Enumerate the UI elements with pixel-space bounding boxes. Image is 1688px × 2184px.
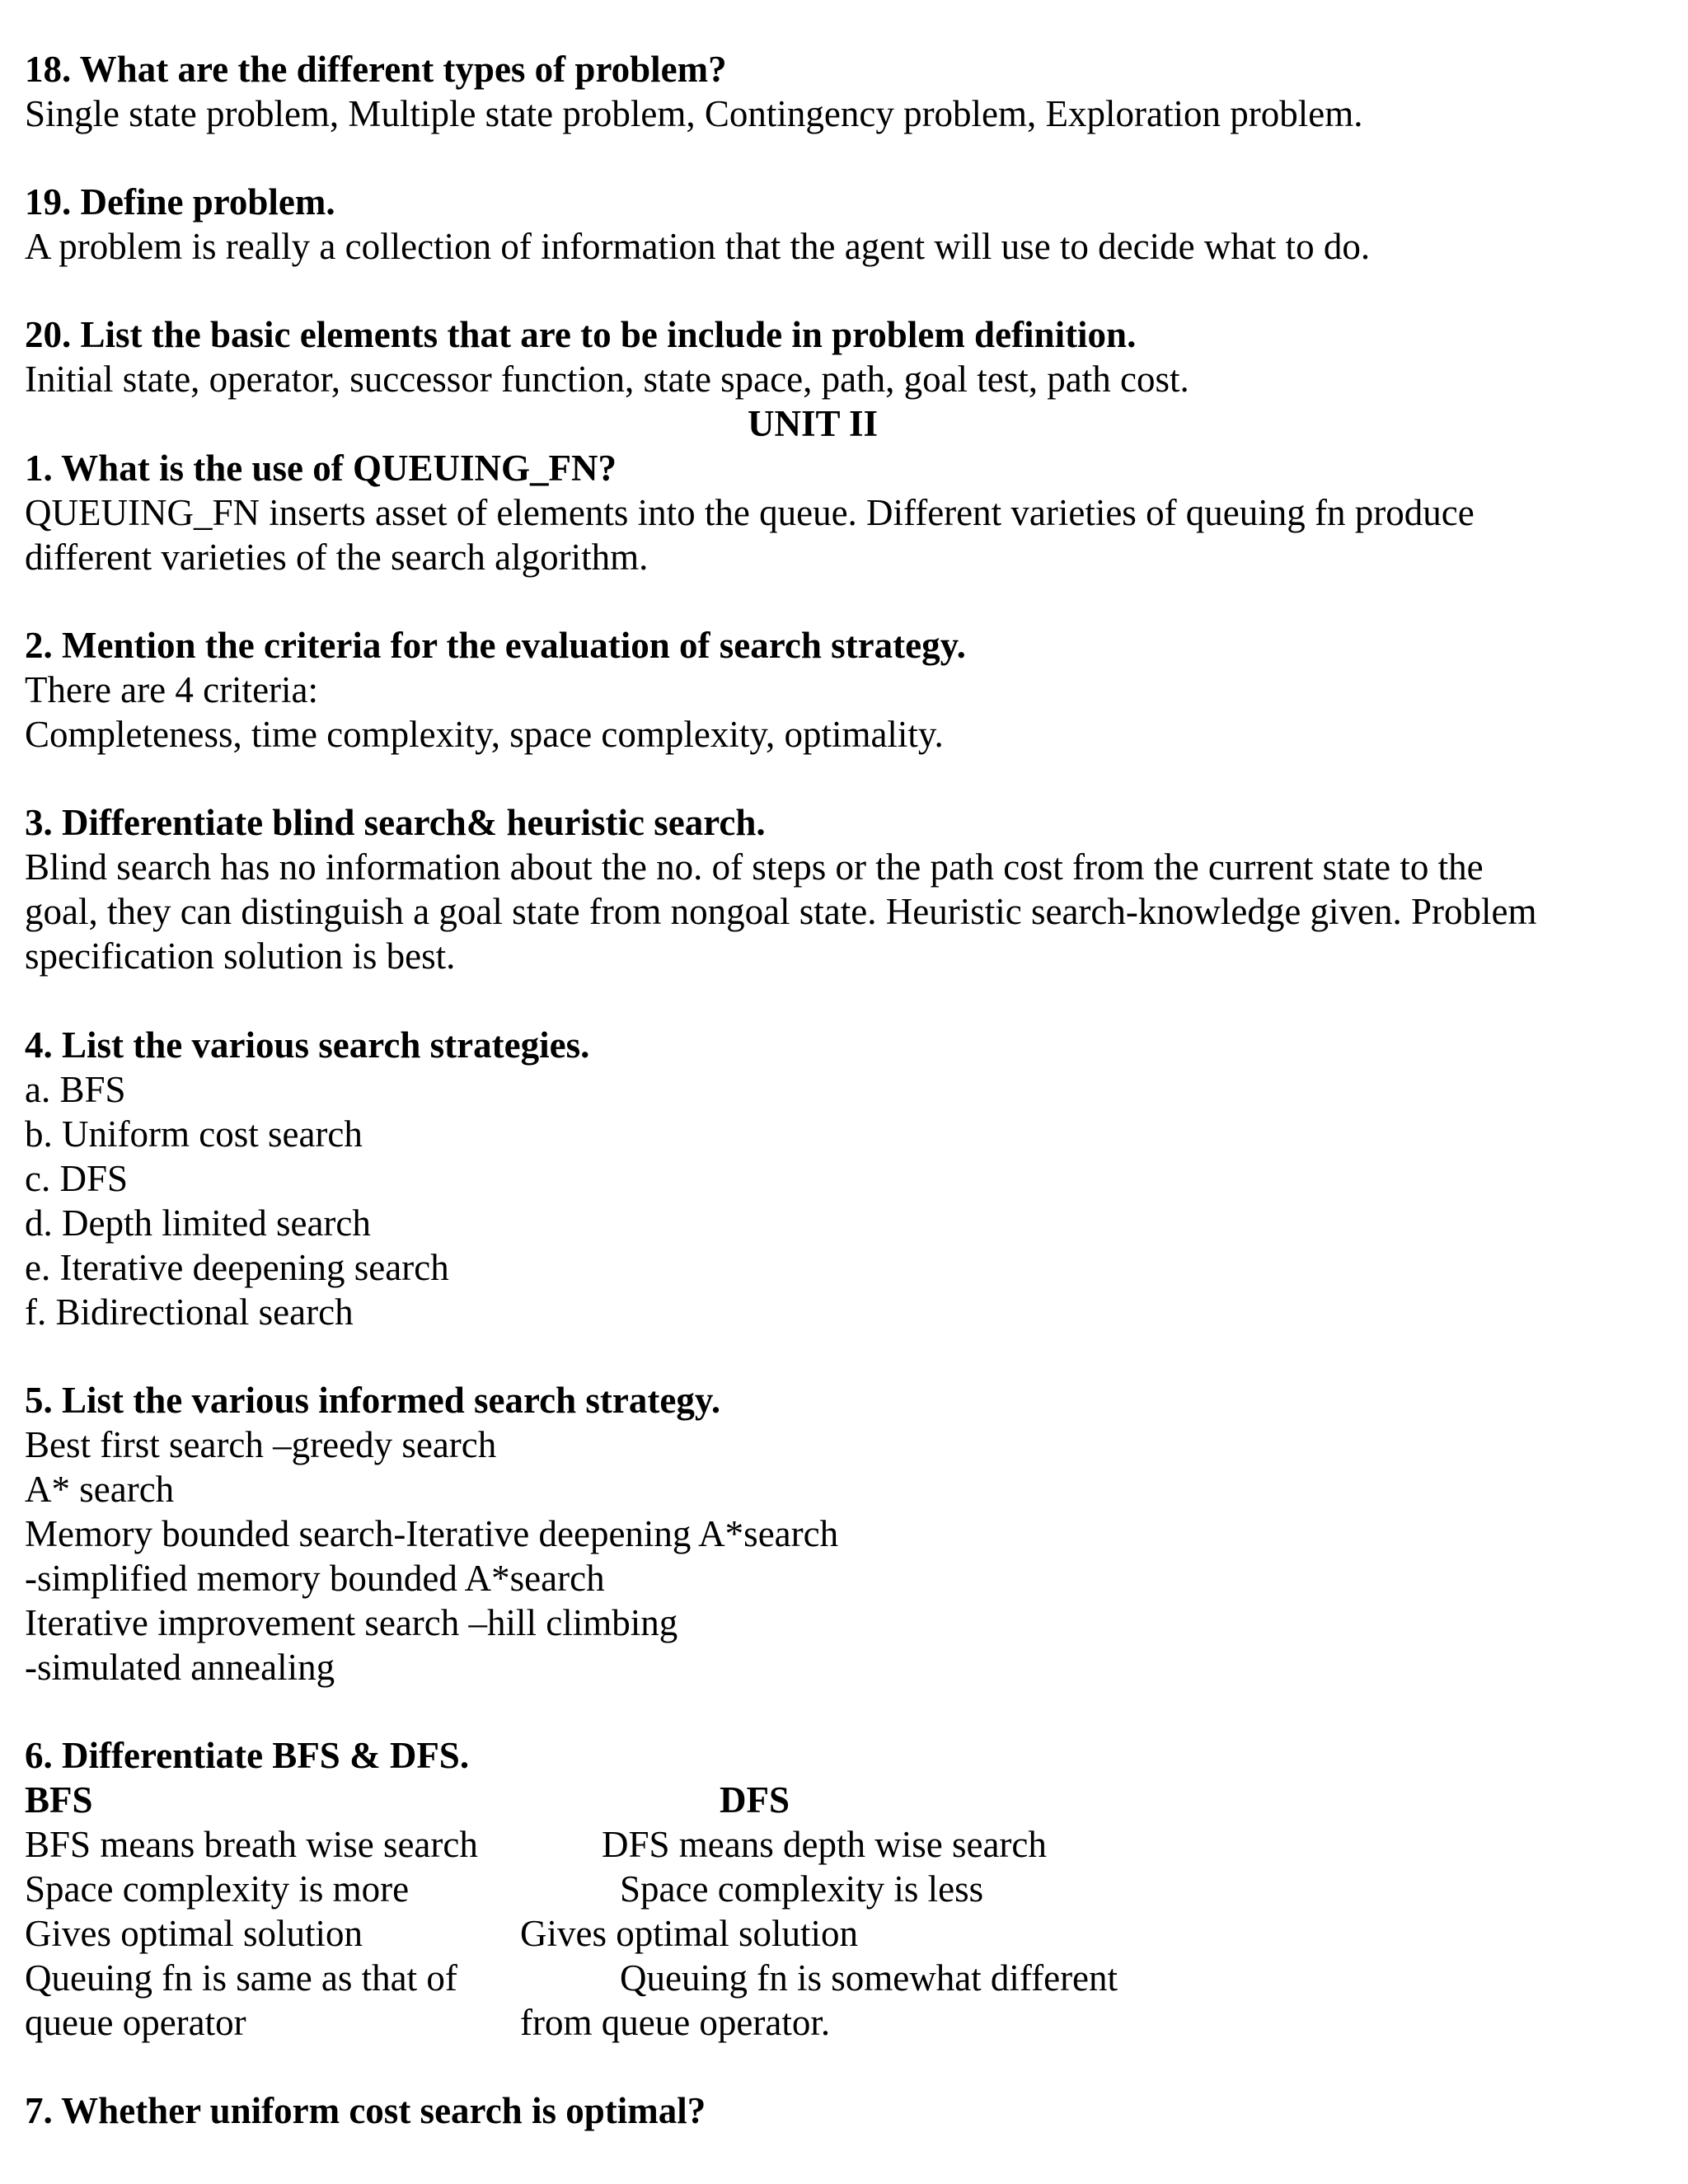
- answer-line: specification solution is best.: [25, 935, 456, 977]
- question-heading-6: 6. Differentiate BFS & DFS.: [25, 1735, 470, 1776]
- question-heading-2: 2. Mention the criteria for the evaluation of search strategy.: [25, 625, 966, 666]
- question-heading-7: 7. Whether uniform cost search is optimal?: [25, 2090, 706, 2131]
- answer-line: There are 4 criteria:: [25, 669, 319, 710]
- list-item: Memory bounded search-Iterative deepening A*search: [25, 1513, 839, 1554]
- answer-line: QUEUING_FN inserts asset of elements into the queue. Different varieties of queuing fn produce: [25, 492, 1475, 533]
- comparison-left-cell: Queuing fn is same as that of: [25, 1957, 457, 1999]
- list-item: A* search: [25, 1469, 175, 1510]
- list-item: Iterative improvement search –hill climbing: [25, 1602, 678, 1643]
- comparison-left-cell: Gives optimal solution: [25, 1913, 363, 1954]
- answer-line: Initial state, operator, successor function, state space, path, goal test, path cost.: [25, 359, 1189, 400]
- comparison-left-cell: queue operator: [25, 2002, 246, 2043]
- list-item: c. DFS: [25, 1158, 129, 1199]
- list-item: -simulated annealing: [25, 1647, 335, 1688]
- list-item: f. Bidirectional search: [25, 1291, 354, 1333]
- answer-line: Blind search has no information about the no. of steps or the path cost from the current state to the: [25, 846, 1484, 888]
- comparison-right-cell: DFS means depth wise search: [602, 1824, 1047, 1865]
- question-heading-4: 4. List the various search strategies.: [25, 1024, 590, 1066]
- answer-line: A problem is really a collection of information that the agent will use to decide what to do.: [25, 226, 1371, 267]
- question-heading-1: 1. What is the use of QUEUING_FN?: [25, 448, 617, 489]
- list-item: e. Iterative deepening search: [25, 1247, 449, 1288]
- comparison-left-cell: BFS means breath wise search: [25, 1824, 478, 1865]
- answer-line: goal, they can distinguish a goal state from nongoal state. Heuristic search-knowledge given. Problem: [25, 891, 1537, 932]
- question-heading-18: 18. What are the different types of problem?: [25, 49, 727, 90]
- answer-line: Completeness, time complexity, space complexity, optimality.: [25, 714, 944, 755]
- answer-line: different varieties of the search algorithm.: [25, 537, 649, 578]
- unit-title: UNIT II: [748, 403, 878, 444]
- question-heading-20: 20. List the basic elements that are to be include in problem definition.: [25, 314, 1137, 355]
- question-heading-3: 3. Differentiate blind search& heuristic search.: [25, 802, 766, 843]
- list-item: d. Depth limited search: [25, 1202, 371, 1244]
- list-item: Best first search –greedy search: [25, 1424, 497, 1465]
- list-item: b. Uniform cost search: [25, 1113, 363, 1155]
- comparison-left-header: BFS: [25, 1779, 93, 1821]
- answer-line: Single state problem, Multiple state problem, Contingency problem, Exploration problem.: [25, 93, 1363, 134]
- list-item: a. BFS: [25, 1069, 126, 1110]
- comparison-right-cell: Queuing fn is somewhat different: [620, 1957, 1118, 1999]
- list-item: -simplified memory bounded A*search: [25, 1558, 605, 1599]
- question-heading-5: 5. List the various informed search strategy.: [25, 1380, 721, 1421]
- comparison-right-cell: Gives optimal solution: [520, 1913, 858, 1954]
- comparison-right-header: DFS: [720, 1779, 790, 1821]
- comparison-left-cell: Space complexity is more: [25, 1868, 410, 1910]
- question-heading-19: 19. Define problem.: [25, 181, 335, 223]
- comparison-right-cell: from queue operator.: [520, 2002, 831, 2043]
- comparison-right-cell: Space complexity is less: [620, 1868, 984, 1910]
